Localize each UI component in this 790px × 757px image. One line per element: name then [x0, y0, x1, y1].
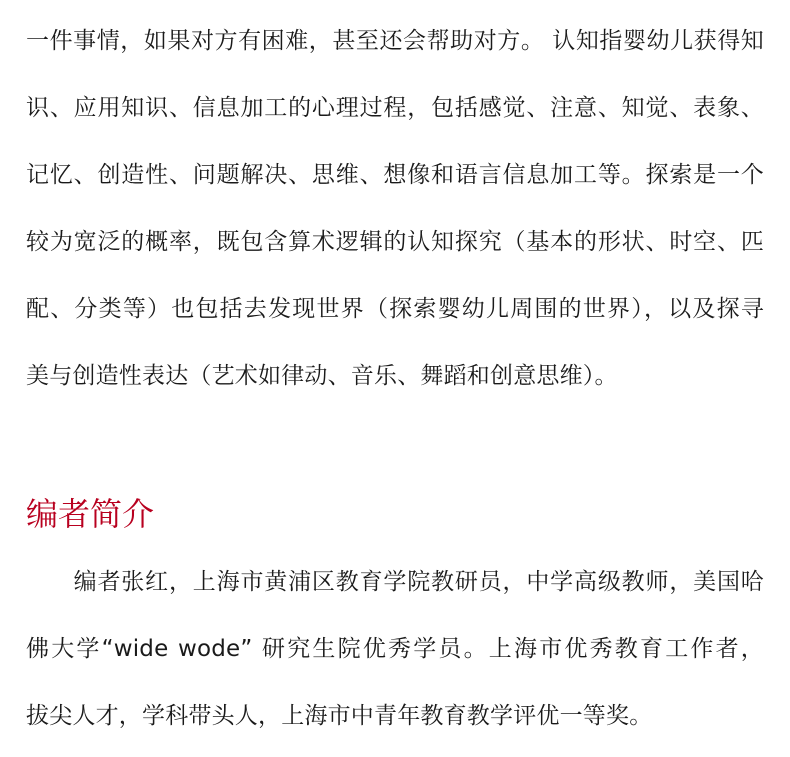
- paragraph-line: 拔尖人才，学科带头人，上海市中青年教育教学评优一等奖。: [26, 703, 653, 729]
- paragraph-line: 一件事情，如果对方有困难，甚至还会帮助对方。 认知指婴幼儿获得知: [26, 28, 764, 54]
- paragraph-line: 配、分类等）也包括去发现世界（探索婴幼儿周围的世界），以及探寻: [26, 296, 764, 322]
- paragraph-line: 佛大学“wide wode” 研究生院优秀学员。上海市优秀教育工作者，: [26, 636, 764, 662]
- paragraph-line: 美与创造性表达（艺术如律动、音乐、舞蹈和创意思维）。: [26, 363, 618, 389]
- paragraph-line: 编者张红，上海市黄浦区教育学院教研员，中学高级教师，美国哈: [26, 569, 764, 595]
- paragraph-line: 较为宽泛的概率，既包含算术逻辑的认知探究（基本的形状、时空、匹: [26, 229, 764, 255]
- paragraph-line: 识、应用知识、信息加工的心理过程，包括感觉、注意、知觉、表象、: [26, 95, 764, 121]
- section-heading: 编者简介: [26, 495, 155, 533]
- paragraph-line: 记忆、创造性、问题解决、思维、想像和语言信息加工等。探索是一个: [26, 162, 764, 188]
